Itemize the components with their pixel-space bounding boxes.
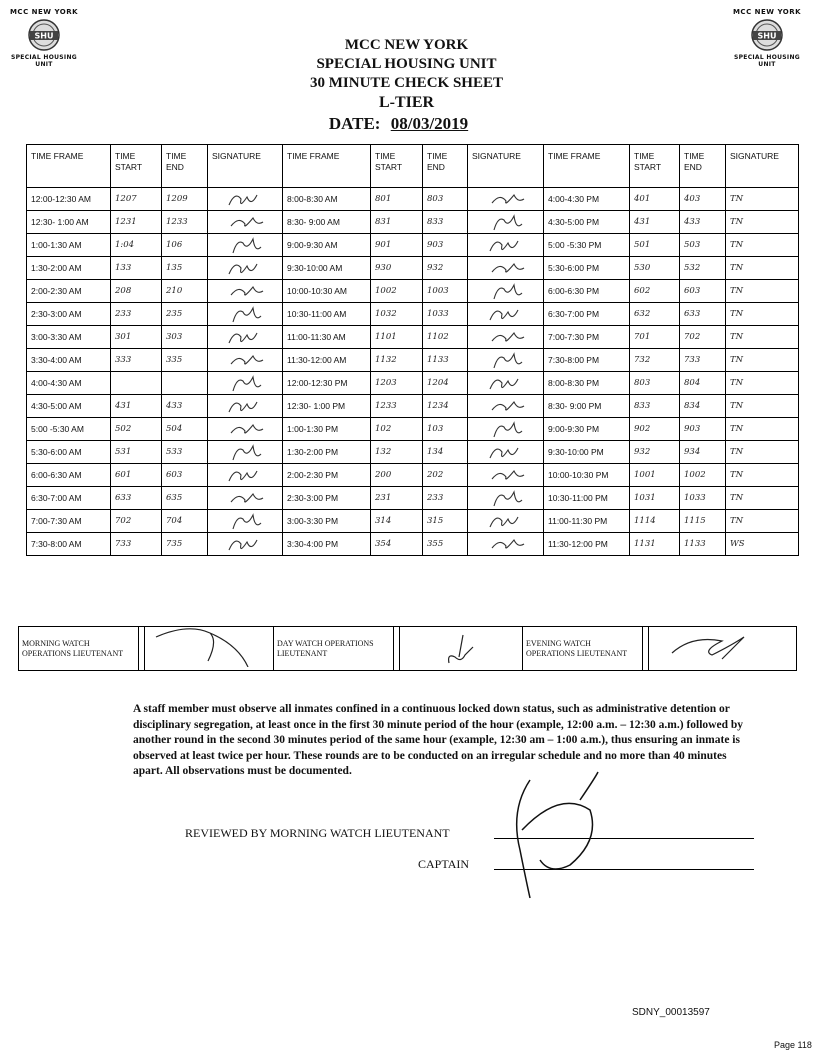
signature-scribble-icon xyxy=(484,442,528,462)
day-watch-signature xyxy=(400,627,523,671)
time-start-cell: 1032 xyxy=(371,303,423,326)
time-start-cell: 501 xyxy=(630,234,680,257)
time-end-cell: 934 xyxy=(680,441,726,464)
signature-scribble-icon xyxy=(148,627,268,667)
signature-cell xyxy=(468,234,544,257)
time-start-cell: 701 xyxy=(630,326,680,349)
signature-cell xyxy=(468,510,544,533)
time-frame-cell: 1:30-2:00 PM xyxy=(283,441,371,464)
signature-initials-cell: TN xyxy=(726,188,799,211)
col-time-end: TIME END xyxy=(680,145,726,188)
time-start-cell: 601 xyxy=(111,464,162,487)
signature-initials-cell: TN xyxy=(726,257,799,280)
day-watch-label: DAY WATCH OPERATIONS LIEUTENANT xyxy=(274,627,394,671)
signature-cell xyxy=(468,418,544,441)
signature-cell xyxy=(208,349,283,372)
time-start-cell: 833 xyxy=(630,395,680,418)
bates-number: SDNY_00013597 xyxy=(632,1007,710,1018)
time-frame-cell: 10:30-11:00 PM xyxy=(544,487,630,510)
logo-bottom-text: SPECIAL HOUSING UNIT xyxy=(10,54,77,68)
signature-cell xyxy=(208,533,283,556)
signature-scribble-icon xyxy=(223,235,267,255)
signature-scribble-icon xyxy=(223,488,267,508)
time-end-cell: 1234 xyxy=(423,395,468,418)
col-time-frame: TIME FRAME xyxy=(544,145,630,188)
time-end-cell: 1003 xyxy=(423,280,468,303)
time-frame-cell: 4:30-5:00 AM xyxy=(27,395,111,418)
signature-cell xyxy=(468,464,544,487)
time-frame-cell: 1:00-1:30 PM xyxy=(283,418,371,441)
signature-cell xyxy=(208,326,283,349)
signature-scribble-icon xyxy=(223,419,267,439)
signature-cell xyxy=(208,188,283,211)
time-end-cell: 702 xyxy=(680,326,726,349)
signature-cell xyxy=(468,188,544,211)
time-frame-cell: 6:30-7:00 PM xyxy=(544,303,630,326)
time-frame-cell: 12:00-12:30 PM xyxy=(283,372,371,395)
time-start-cell: 1002 xyxy=(371,280,423,303)
col-signature: SIGNATURE xyxy=(208,145,283,188)
time-start-cell: 231 xyxy=(371,487,423,510)
time-end-cell: 704 xyxy=(162,510,208,533)
time-end-cell: 1002 xyxy=(680,464,726,487)
time-end-cell: 504 xyxy=(162,418,208,441)
morning-watch-label: MORNING WATCH OPERATIONS LIEUTENANT xyxy=(19,627,139,671)
time-end-cell: 235 xyxy=(162,303,208,326)
check-table xyxy=(26,144,799,556)
time-end-cell: 633 xyxy=(680,303,726,326)
date-label: DATE: xyxy=(328,114,381,133)
time-end-cell: 834 xyxy=(680,395,726,418)
signature-initials-cell: TN xyxy=(726,441,799,464)
time-end-cell: 134 xyxy=(423,441,468,464)
time-end-cell: 315 xyxy=(423,510,468,533)
time-start-cell: 733 xyxy=(111,533,162,556)
logo-bottom-text: SPECIAL HOUSING UNIT xyxy=(733,54,800,68)
logo-top-text: MCC NEW YORK xyxy=(9,8,79,16)
time-frame-cell: 3:00-3:30 AM xyxy=(27,326,111,349)
time-start-cell: 531 xyxy=(111,441,162,464)
time-start-cell: 932 xyxy=(630,441,680,464)
watch-signature-table xyxy=(18,626,797,671)
time-frame-cell: 8:30- 9:00 PM xyxy=(544,395,630,418)
time-end-cell: 735 xyxy=(162,533,208,556)
time-end-cell: 403 xyxy=(680,188,726,211)
signature-scribble-icon xyxy=(484,511,528,531)
signature-initials-cell: TN xyxy=(726,372,799,395)
logo-top-text: MCC NEW YORK xyxy=(732,8,802,16)
signature-cell xyxy=(468,257,544,280)
time-start-cell: 233 xyxy=(111,303,162,326)
time-frame-cell: 5:00 -5:30 PM xyxy=(544,234,630,257)
signature-scribble-icon xyxy=(223,212,267,232)
time-start-cell: 333 xyxy=(111,349,162,372)
signature-cell xyxy=(208,257,283,280)
check-row xyxy=(27,441,799,464)
signature-cell xyxy=(468,441,544,464)
signature-scribble-icon xyxy=(223,281,267,301)
time-start-cell: 1231 xyxy=(111,211,162,234)
signature-initials-cell: TN xyxy=(726,395,799,418)
signature-scribble-icon xyxy=(484,488,528,508)
time-frame-cell: 3:30-4:00 AM xyxy=(27,349,111,372)
time-end-cell: 903 xyxy=(423,234,468,257)
signature-cell xyxy=(208,418,283,441)
signature-cell xyxy=(468,533,544,556)
time-frame-cell: 6:30-7:00 AM xyxy=(27,487,111,510)
time-start-cell xyxy=(111,372,162,395)
signature-scribble-icon xyxy=(223,442,267,462)
time-start-cell: 1001 xyxy=(630,464,680,487)
signature-scribble-icon xyxy=(223,350,267,370)
check-row xyxy=(27,188,799,211)
time-frame-cell: 7:00-7:30 AM xyxy=(27,510,111,533)
signature-scribble-icon xyxy=(223,258,267,278)
signature-scribble-icon xyxy=(403,627,521,667)
time-start-cell: 401 xyxy=(630,188,680,211)
time-frame-cell: 2:00-2:30 PM xyxy=(283,464,371,487)
check-row xyxy=(27,464,799,487)
time-start-cell: 1101 xyxy=(371,326,423,349)
time-frame-cell: 11:30-12:00 AM xyxy=(283,349,371,372)
svg-text:SHU: SHU xyxy=(757,31,777,41)
signature-scribble-icon xyxy=(223,304,267,324)
time-frame-cell: 6:00-6:30 PM xyxy=(544,280,630,303)
signature-scribble-icon xyxy=(484,304,528,324)
signature-cell xyxy=(468,487,544,510)
signature-initials-cell: TN xyxy=(726,326,799,349)
signature-scribble-icon xyxy=(484,327,528,347)
time-frame-cell: 10:00-10:30 PM xyxy=(544,464,630,487)
signature-scribble-icon xyxy=(223,327,267,347)
time-end-cell: 135 xyxy=(162,257,208,280)
time-start-cell: 301 xyxy=(111,326,162,349)
time-end-cell: 1209 xyxy=(162,188,208,211)
signature-scribble-icon xyxy=(223,511,267,531)
time-start-cell: 133 xyxy=(111,257,162,280)
time-frame-cell: 11:30-12:00 PM xyxy=(544,533,630,556)
check-row xyxy=(27,211,799,234)
time-start-cell: 1207 xyxy=(111,188,162,211)
header-tier: L-TIER xyxy=(378,94,435,111)
signature-cell xyxy=(468,211,544,234)
time-frame-cell: 4:00-4:30 AM xyxy=(27,372,111,395)
signature-scribble-icon xyxy=(484,396,528,416)
time-end-cell: 202 xyxy=(423,464,468,487)
signature-initials-cell: TN xyxy=(726,303,799,326)
time-frame-cell: 8:00-8:30 AM xyxy=(283,188,371,211)
svg-text:SHU: SHU xyxy=(34,31,54,41)
signature-scribble-icon xyxy=(223,189,267,209)
time-frame-cell: 9:00-9:30 AM xyxy=(283,234,371,257)
signature-scribble-icon xyxy=(223,373,267,393)
signature-cell xyxy=(208,441,283,464)
signature-initials-cell: TN xyxy=(726,510,799,533)
signature-scribble-icon xyxy=(484,419,528,439)
time-end-cell: 433 xyxy=(162,395,208,418)
time-start-cell: 801 xyxy=(371,188,423,211)
time-end-cell: 106 xyxy=(162,234,208,257)
header-date xyxy=(0,113,813,135)
time-frame-cell: 2:30-3:00 AM xyxy=(27,303,111,326)
time-start-cell: 431 xyxy=(111,395,162,418)
signature-scribble-icon xyxy=(484,373,528,393)
check-row xyxy=(27,533,799,556)
col-time-frame: TIME FRAME xyxy=(283,145,371,188)
time-end-cell: 355 xyxy=(423,533,468,556)
signature-initials-cell: TN xyxy=(726,464,799,487)
signature-scribble-icon xyxy=(484,258,528,278)
time-end-cell: 803 xyxy=(423,188,468,211)
time-frame-cell: 2:30-3:00 PM xyxy=(283,487,371,510)
check-row xyxy=(27,280,799,303)
time-frame-cell: 4:00-4:30 PM xyxy=(544,188,630,211)
check-row xyxy=(27,326,799,349)
lieutenant-signature-icon xyxy=(500,770,610,900)
time-start-cell: 702 xyxy=(111,510,162,533)
time-end-cell: 1115 xyxy=(680,510,726,533)
time-frame-cell: 12:00-12:30 AM xyxy=(27,188,111,211)
signature-initials-cell: TN xyxy=(726,280,799,303)
time-end-cell: 533 xyxy=(162,441,208,464)
time-end-cell: 804 xyxy=(680,372,726,395)
time-start-cell: 1131 xyxy=(630,533,680,556)
time-end-cell: 603 xyxy=(162,464,208,487)
check-row xyxy=(27,418,799,441)
signature-cell xyxy=(468,395,544,418)
time-start-cell: 431 xyxy=(630,211,680,234)
time-end-cell: 1133 xyxy=(423,349,468,372)
col-time-start: TIME START xyxy=(371,145,423,188)
evening-watch-signature xyxy=(649,627,797,671)
time-frame-cell: 1:30-2:00 AM xyxy=(27,257,111,280)
time-end-cell: 532 xyxy=(680,257,726,280)
morning-watch-signature xyxy=(145,627,274,671)
time-start-cell: 803 xyxy=(630,372,680,395)
signature-scribble-icon xyxy=(484,534,528,554)
signature-cell xyxy=(208,211,283,234)
signature-initials-cell: TN xyxy=(726,234,799,257)
check-row xyxy=(27,395,799,418)
col-time-start: TIME START xyxy=(111,145,162,188)
signature-initials-cell: TN xyxy=(726,211,799,234)
time-start-cell: 314 xyxy=(371,510,423,533)
time-end-cell: 635 xyxy=(162,487,208,510)
signature-cell xyxy=(208,234,283,257)
signature-scribble-icon xyxy=(223,396,267,416)
date-value: 08/03/2019 xyxy=(390,114,469,133)
time-frame-cell: 10:00-10:30 AM xyxy=(283,280,371,303)
time-frame-cell: 9:30-10:00 PM xyxy=(544,441,630,464)
time-start-cell: 1233 xyxy=(371,395,423,418)
signature-cell xyxy=(208,510,283,533)
check-row xyxy=(27,257,799,280)
time-end-cell: 1033 xyxy=(423,303,468,326)
time-start-cell: 530 xyxy=(630,257,680,280)
time-start-cell: 208 xyxy=(111,280,162,303)
signature-scribble-icon xyxy=(652,627,792,667)
sheet-header xyxy=(0,36,813,135)
time-end-cell: 932 xyxy=(423,257,468,280)
signature-initials-cell: TN xyxy=(726,349,799,372)
signature-cell xyxy=(208,372,283,395)
time-end-cell: 433 xyxy=(680,211,726,234)
check-row xyxy=(27,349,799,372)
time-start-cell: 1114 xyxy=(630,510,680,533)
signature-scribble-icon xyxy=(223,534,267,554)
time-end-cell: 210 xyxy=(162,280,208,303)
check-row xyxy=(27,234,799,257)
time-frame-cell: 8:00-8:30 PM xyxy=(544,372,630,395)
col-time-end: TIME END xyxy=(423,145,468,188)
time-frame-cell: 9:00-9:30 PM xyxy=(544,418,630,441)
time-start-cell: 1031 xyxy=(630,487,680,510)
header-line2: SPECIAL HOUSING UNIT xyxy=(316,56,497,72)
time-start-cell: 1:04 xyxy=(111,234,162,257)
time-start-cell: 632 xyxy=(630,303,680,326)
signature-cell xyxy=(208,464,283,487)
signature-scribble-icon xyxy=(484,465,528,485)
time-start-cell: 831 xyxy=(371,211,423,234)
time-start-cell: 902 xyxy=(630,418,680,441)
time-start-cell: 132 xyxy=(371,441,423,464)
col-signature: SIGNATURE xyxy=(468,145,544,188)
signature-cell xyxy=(468,326,544,349)
captain-label: CAPTAIN xyxy=(418,857,470,871)
time-frame-cell: 5:30-6:00 AM xyxy=(27,441,111,464)
signature-scribble-icon xyxy=(484,212,528,232)
col-time-start: TIME START xyxy=(630,145,680,188)
check-table-body xyxy=(27,188,799,556)
page-number: Page 118 xyxy=(774,1040,812,1050)
time-end-cell: 1204 xyxy=(423,372,468,395)
time-frame-cell: 7:30-8:00 PM xyxy=(544,349,630,372)
time-end-cell: 733 xyxy=(680,349,726,372)
time-start-cell: 732 xyxy=(630,349,680,372)
time-frame-cell: 7:00-7:30 PM xyxy=(544,326,630,349)
time-frame-cell: 10:30-11:00 AM xyxy=(283,303,371,326)
time-end-cell: 303 xyxy=(162,326,208,349)
reviewed-by-label: REVIEWED BY MORNING WATCH LIEUTENANT xyxy=(185,826,450,840)
time-start-cell: 1132 xyxy=(371,349,423,372)
signature-scribble-icon xyxy=(484,235,528,255)
time-start-cell: 1203 xyxy=(371,372,423,395)
time-start-cell: 102 xyxy=(371,418,423,441)
time-frame-cell: 5:00 -5:30 AM xyxy=(27,418,111,441)
time-end-cell: 103 xyxy=(423,418,468,441)
time-end-cell: 903 xyxy=(680,418,726,441)
time-frame-cell: 6:00-6:30 AM xyxy=(27,464,111,487)
time-frame-cell: 9:30-10:00 AM xyxy=(283,257,371,280)
time-end-cell: 1102 xyxy=(423,326,468,349)
signature-scribble-icon xyxy=(484,281,528,301)
time-start-cell: 930 xyxy=(371,257,423,280)
evening-watch-label: EVENING WATCH OPERATIONS LIEUTENANT xyxy=(523,627,643,671)
time-end-cell: 503 xyxy=(680,234,726,257)
time-frame-cell: 7:30-8:00 AM xyxy=(27,533,111,556)
signature-cell xyxy=(208,303,283,326)
check-row xyxy=(27,510,799,533)
time-end-cell: 1133 xyxy=(680,533,726,556)
time-end-cell: 335 xyxy=(162,349,208,372)
signature-cell xyxy=(208,395,283,418)
time-start-cell: 200 xyxy=(371,464,423,487)
signature-cell xyxy=(208,280,283,303)
check-table-header xyxy=(27,145,799,188)
time-end-cell: 603 xyxy=(680,280,726,303)
signature-cell xyxy=(208,487,283,510)
check-row xyxy=(27,372,799,395)
time-frame-cell: 3:30-4:00 PM xyxy=(283,533,371,556)
signature-initials-cell: TN xyxy=(726,418,799,441)
check-row xyxy=(27,303,799,326)
time-frame-cell: 2:00-2:30 AM xyxy=(27,280,111,303)
time-start-cell: 901 xyxy=(371,234,423,257)
time-frame-cell: 5:30-6:00 PM xyxy=(544,257,630,280)
signature-scribble-icon xyxy=(484,350,528,370)
time-frame-cell: 3:00-3:30 PM xyxy=(283,510,371,533)
signature-cell xyxy=(468,372,544,395)
time-end-cell: 1233 xyxy=(162,211,208,234)
signature-cell xyxy=(468,349,544,372)
header-line3: 30 MINUTE CHECK SHEET xyxy=(310,75,503,91)
time-start-cell: 633 xyxy=(111,487,162,510)
time-frame-cell: 8:30- 9:00 AM xyxy=(283,211,371,234)
time-end-cell xyxy=(162,372,208,395)
signature-cell xyxy=(468,303,544,326)
time-start-cell: 354 xyxy=(371,533,423,556)
time-frame-cell: 11:00-11:30 AM xyxy=(283,326,371,349)
time-frame-cell: 12:30- 1:00 AM xyxy=(27,211,111,234)
signature-scribble-icon xyxy=(484,189,528,209)
signature-cell xyxy=(468,280,544,303)
time-start-cell: 602 xyxy=(630,280,680,303)
time-frame-cell: 1:00-1:30 AM xyxy=(27,234,111,257)
time-end-cell: 1033 xyxy=(680,487,726,510)
time-frame-cell: 4:30-5:00 PM xyxy=(544,211,630,234)
signature-initials-cell: WS xyxy=(726,533,799,556)
check-row xyxy=(27,487,799,510)
time-frame-cell: 11:00-11:30 PM xyxy=(544,510,630,533)
col-signature: SIGNATURE xyxy=(726,145,799,188)
time-start-cell: 502 xyxy=(111,418,162,441)
time-end-cell: 833 xyxy=(423,211,468,234)
signature-initials-cell: TN xyxy=(726,487,799,510)
col-time-frame: TIME FRAME xyxy=(27,145,111,188)
time-end-cell: 233 xyxy=(423,487,468,510)
col-time-end: TIME END xyxy=(162,145,208,188)
signature-scribble-icon xyxy=(223,465,267,485)
header-line1: MCC NEW YORK xyxy=(344,37,469,53)
time-frame-cell: 12:30- 1:00 PM xyxy=(283,395,371,418)
observation-notice: A staff member must observe all inmates confined in a continuous locked down status, such as administrative detention or disciplinary segregation, at least once in the first 30 minute period of the hour (example, 12:00 a.m. – 12:30 a.m.) followed by another round in the second 30 minutes period of the same hour (example, 12:30 am – 1:00 a.m.), thus ensuring an inmate is observed at least twice per hour. These rounds are to be conducted on an irregular schedule and no more than 40 minutes apart. All observations must be documented. xyxy=(133,703,743,777)
